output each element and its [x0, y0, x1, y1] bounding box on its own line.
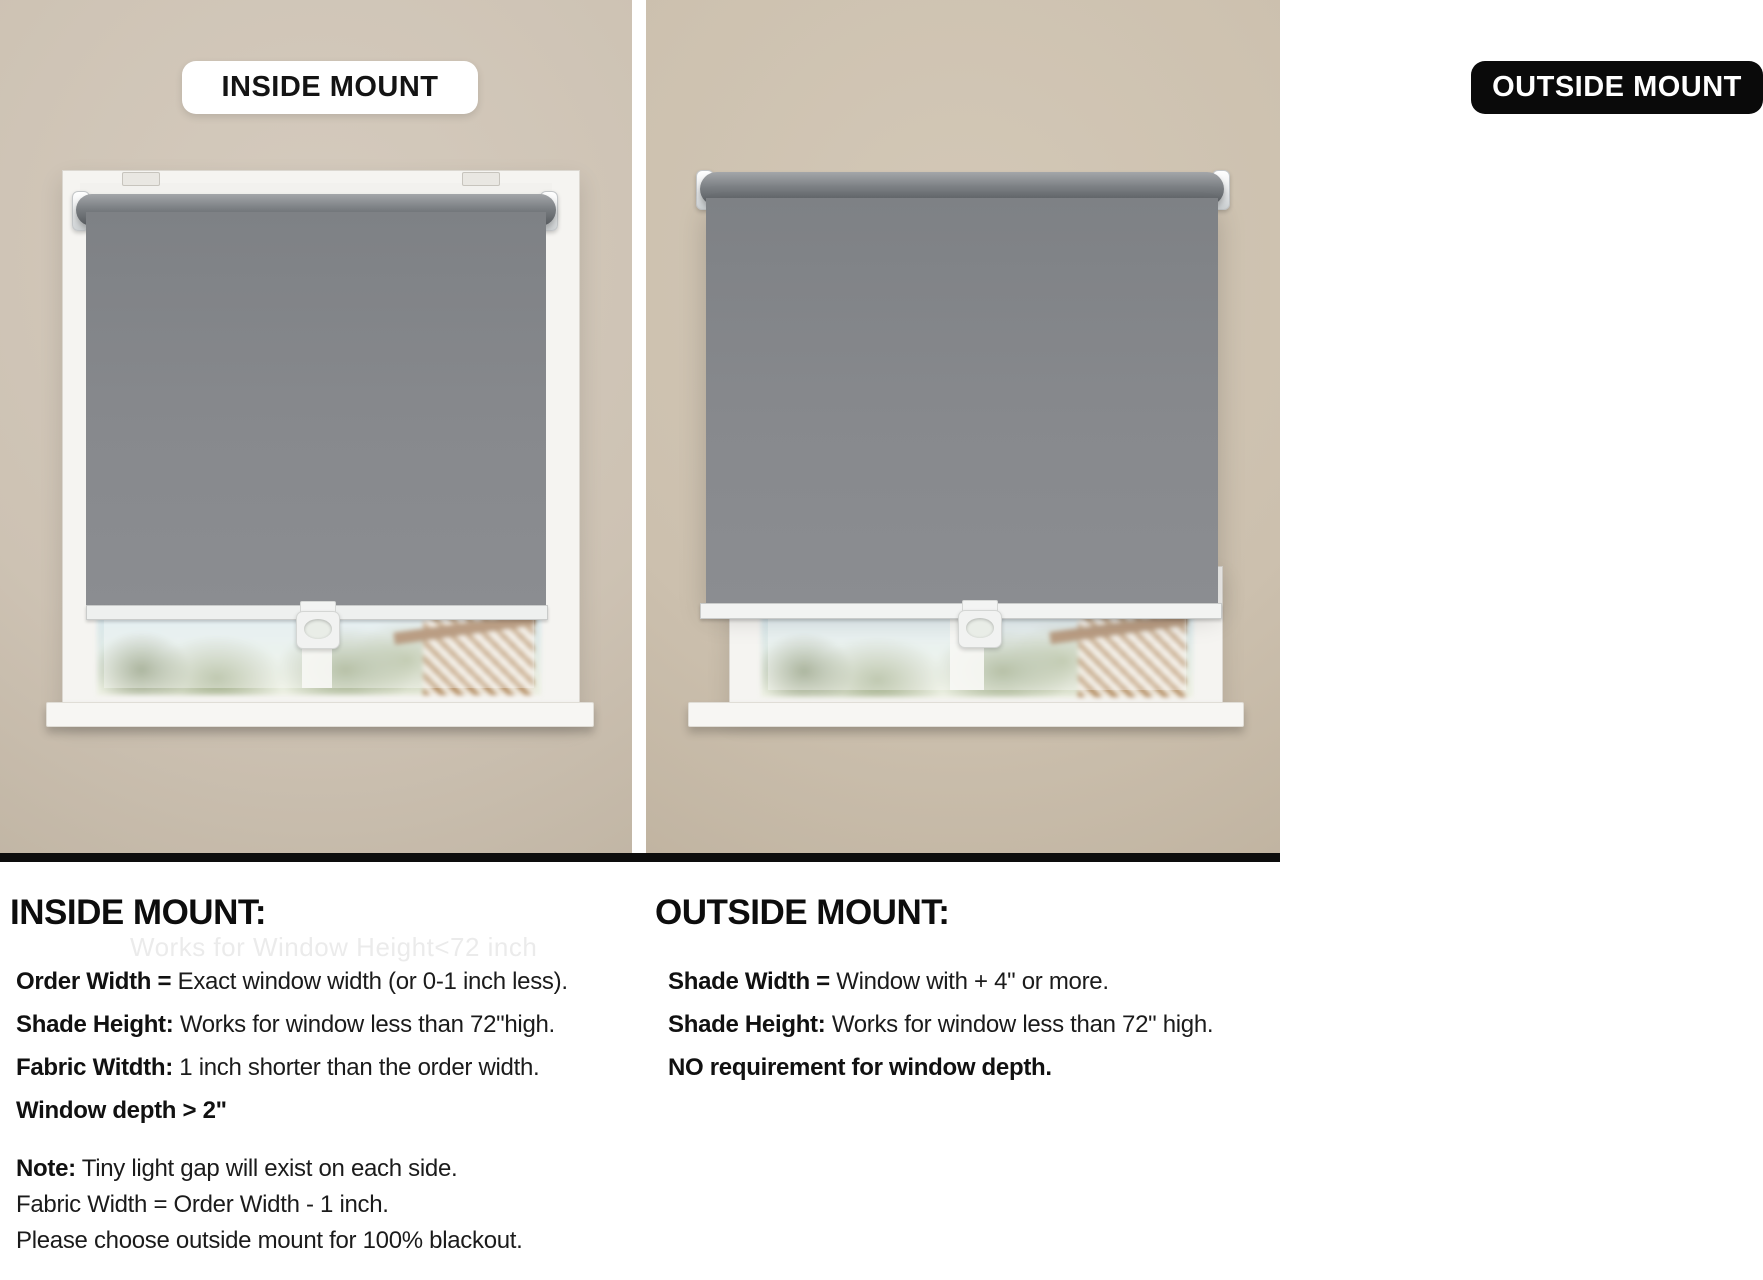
- pull-tab-hole: [966, 618, 994, 638]
- mounting-clip: [462, 172, 500, 186]
- horizontal-divider: [0, 853, 1280, 862]
- pull-tab: [296, 611, 340, 649]
- outside-mount-badge: [1471, 61, 1763, 114]
- faded-watermark-text: Works for Window Height<72 inch: [130, 932, 538, 962]
- inside-mount-photo-panel: [0, 0, 632, 853]
- spec-note-line: Note: Tiny light gap will exist on each side.: [16, 1155, 458, 1182]
- pull-tab: [958, 610, 1002, 648]
- spec-line-no-depth-requirement: NO requirement for window depth.: [668, 1054, 1052, 1081]
- spec-line-window-depth: Window depth > 2": [16, 1097, 227, 1124]
- outside-mount-photo-panel: [646, 0, 1742, 853]
- spec-line-shade-height: Shade Height: Works for window less than 72"high.: [16, 1011, 555, 1038]
- mounting-clip: [122, 172, 160, 186]
- inside-mount-heading: INSIDE MOUNT:: [10, 893, 266, 932]
- window-sill: [688, 702, 1244, 727]
- spec-line-shade-width: Shade Width = Window with + 4" or more.: [668, 968, 1109, 995]
- inside-mount-badge-label: INSIDE MOUNT: [221, 71, 439, 103]
- window-sill: [46, 702, 594, 727]
- outside-mount-heading: OUTSIDE MOUNT:: [655, 893, 950, 932]
- note-label: Note:: [16, 1155, 76, 1182]
- inside-mount-badge: [182, 61, 478, 114]
- spec-footnote-blackout: Please choose outside mount for 100% blackout.: [16, 1227, 523, 1254]
- shade-fabric: [706, 198, 1218, 603]
- vertical-divider: [632, 0, 646, 853]
- spec-line-fabric-width: Fabric Witdth: 1 inch shorter than the order width.: [16, 1054, 540, 1081]
- spec-text-section: [0, 862, 1280, 1280]
- spec-line-order-width: Order Width = Exact window width (or 0-1 inch less).: [16, 968, 568, 995]
- pull-tab-hole: [304, 619, 332, 639]
- spec-footnote-fabric-width: Fabric Width = Order Width - 1 inch.: [16, 1191, 389, 1218]
- shade-fabric: [86, 212, 546, 605]
- spec-line-shade-height-outside: Shade Height: Works for window less than 72" high.: [668, 1011, 1214, 1038]
- outside-mount-badge-label: OUTSIDE MOUNT: [1492, 71, 1742, 103]
